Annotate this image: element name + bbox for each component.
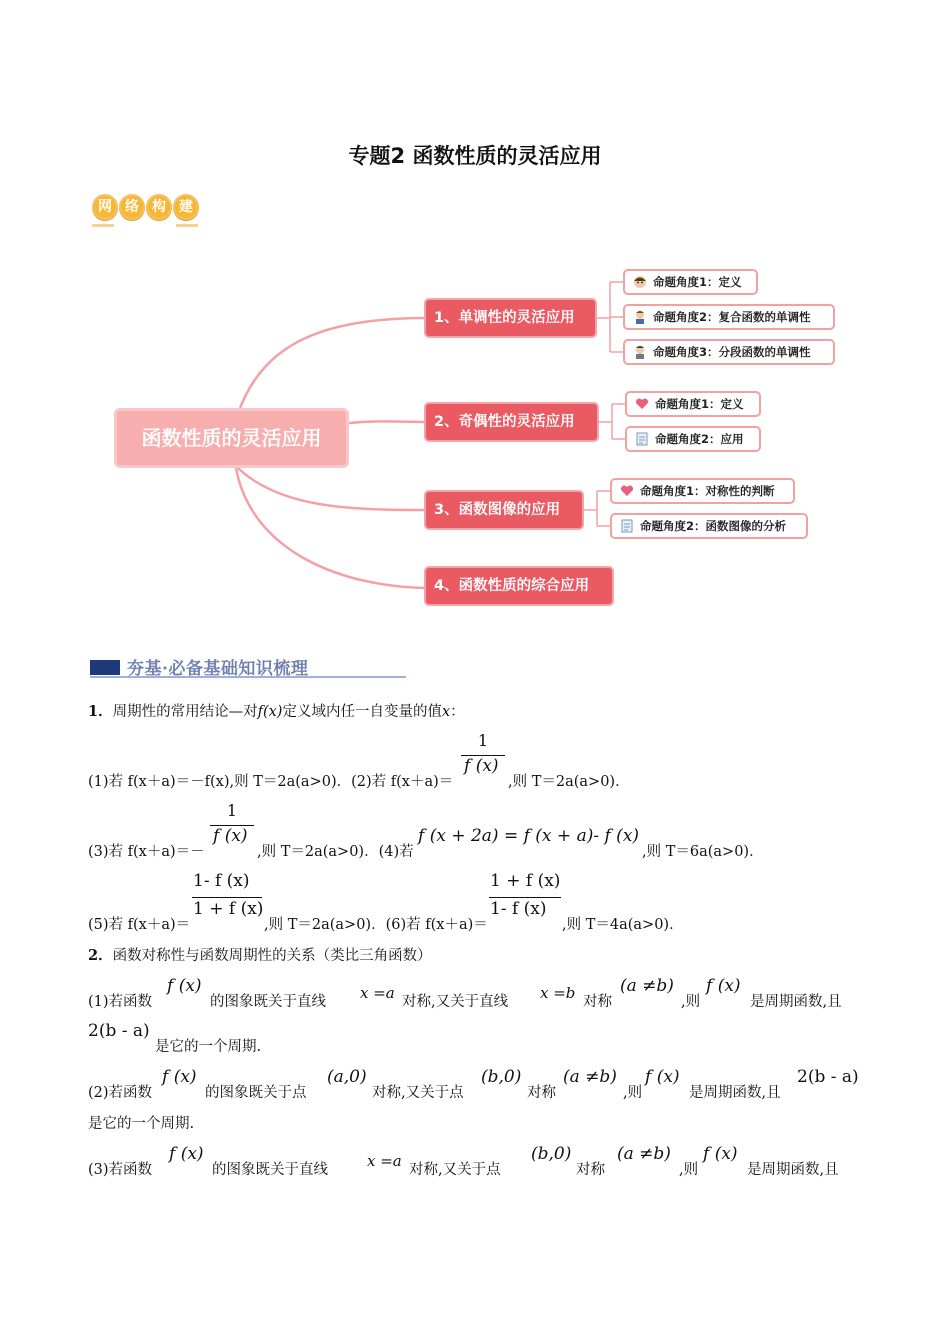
item1-rule-4-tail: ,则 T＝6a(a>0)． xyxy=(642,844,764,860)
item2-p3-text: 对称 xyxy=(576,1162,605,1178)
item2-p1-text: 是周期函数,且 xyxy=(750,994,842,1010)
page-title: 专题2 函数性质的灵活应用 xyxy=(348,144,602,168)
item2-p3-math: f (x) xyxy=(703,1144,738,1164)
item2-p2-text: ,则 xyxy=(623,1085,643,1101)
mindmap-leaf xyxy=(610,513,808,539)
item2-p1-text: 的图象既关于直线 xyxy=(210,994,326,1010)
item2-p3-math: f (x) xyxy=(169,1144,204,1164)
item2-p2-text: 对称,又关于点 xyxy=(372,1085,464,1101)
mindmap-leaf-label: 命题角度3：分段函数的单调性 xyxy=(653,345,811,359)
mindmap-branch: 1、单调性的灵活应用 xyxy=(424,298,597,338)
fraction-denominator: 1- f (x) xyxy=(490,899,547,919)
item1-rule-4-equation: f (x + 2a) = f (x + a)- f (x) xyxy=(418,826,640,846)
mindmap-leaf-label: 命题角度1：定义 xyxy=(655,397,744,411)
mindmap-leaf-label: 命题角度1：定义 xyxy=(653,275,742,289)
item2-p1-math: f (x) xyxy=(706,976,741,996)
avatar-icon xyxy=(633,309,647,323)
item2-p1-math: 2(b - a) xyxy=(88,1021,150,1041)
mindmap-leaf xyxy=(625,426,761,452)
item2-p3-text: ,则 xyxy=(679,1162,699,1178)
heart-icon xyxy=(620,483,634,497)
mindmap-leaf xyxy=(623,339,835,365)
item2-p1-text: 是它的一个周期. xyxy=(155,1039,262,1055)
item2-p1-text: ,则 xyxy=(681,994,701,1010)
fraction-denominator: f (x) xyxy=(213,826,248,846)
mindmap-leaf xyxy=(623,269,758,295)
badge-char: 络 xyxy=(119,194,145,220)
item1-rule-1-2: (1)若 f(x＋a)＝－f(x),则 T＝2a(a>0)．(2)若 f(x＋a)＝ xyxy=(88,774,454,790)
item2-p3-text: 对称,又关于点 xyxy=(409,1162,501,1178)
mindmap-branch: 3、函数图像的应用 xyxy=(424,490,584,530)
item2-p1-math: x =b xyxy=(540,984,576,1002)
item2-p3-text: 的图象既关于直线 xyxy=(212,1162,328,1178)
item2-p3-text: (3)若函数 xyxy=(88,1162,153,1178)
item2-p1-text: 对称,又关于直线 xyxy=(402,994,509,1010)
item2-p2-math: (a ≠b) xyxy=(563,1067,617,1087)
fraction-bar xyxy=(192,897,262,898)
item2-p2-math: (a,0) xyxy=(327,1067,367,1087)
mindmap-leaf xyxy=(625,391,761,417)
section-marker xyxy=(90,660,120,675)
document-icon xyxy=(635,431,649,445)
item1-rule-3: (3)若 f(x＋a)＝－ xyxy=(88,844,205,860)
item2-p2-text: 的图象既关于点 xyxy=(205,1085,307,1101)
fraction-bar xyxy=(489,897,561,898)
fraction-denominator: f (x) xyxy=(464,756,499,776)
item2-p2-text: 是周期函数,且 xyxy=(689,1085,781,1101)
item2-p1-math: f (x) xyxy=(167,976,202,996)
item1-rule-2-tail: ,则 T＝2a(a>0)． xyxy=(508,774,630,790)
mindmap-central-node: 函数性质的灵活应用 xyxy=(114,408,349,468)
item2-p2-math: 2(b - a) xyxy=(797,1067,859,1087)
avatar-icon xyxy=(633,344,647,358)
item2-p1-text: 对称 xyxy=(583,994,612,1010)
badge-char: 构 xyxy=(146,194,172,220)
item1-rule-6-tail: ,则 T＝4a(a>0)． xyxy=(562,917,684,933)
item2-p1-math: x =a xyxy=(360,984,395,1002)
item2-p3-text: 是周期函数,且 xyxy=(747,1162,839,1178)
item1-rule-5: (5)若 f(x＋a)＝ xyxy=(88,917,191,933)
item2-p1-text: (1)若函数 xyxy=(88,994,153,1010)
fraction-denominator: 1 + f (x) xyxy=(193,899,264,919)
item2-p1-math: (a ≠b) xyxy=(620,976,674,996)
mindmap-branch: 4、函数性质的综合应用 xyxy=(424,566,614,606)
item2-p2-text: 是它的一个周期. xyxy=(88,1116,195,1132)
item2-p3-math: (b,0) xyxy=(531,1144,572,1164)
item1-rule-4: ,则 T＝2a(a>0)．(4)若 xyxy=(257,844,414,860)
fraction-numerator: 1- f (x) xyxy=(193,871,250,891)
avatar-icon xyxy=(633,274,647,288)
item2-p2-text: (2)若函数 xyxy=(88,1085,153,1101)
mindmap-leaf xyxy=(623,304,835,330)
section-title: 夯基·必备基础知识梳理 xyxy=(127,659,309,679)
item1-heading: 1．周期性的常用结论—对f(x)定义域内任一自变量的值x： xyxy=(88,703,465,720)
item2-p2-math: f (x) xyxy=(162,1067,197,1087)
fraction-numerator: 1 xyxy=(226,801,238,820)
mindmap-branch: 2、奇偶性的灵活应用 xyxy=(424,402,599,442)
mindmap-leaf xyxy=(610,478,795,504)
item2-p3-math: x =a xyxy=(367,1152,402,1170)
fraction-numerator: 1 + f (x) xyxy=(490,871,561,891)
mindmap-leaf-label: 命题角度2：函数图像的分析 xyxy=(640,519,787,533)
badge-char: 建 xyxy=(173,194,199,220)
item2-p2-text: 对称 xyxy=(527,1085,556,1101)
badge-char: 网 xyxy=(92,194,118,220)
item2-p2-math: (b,0) xyxy=(481,1067,522,1087)
heart-icon xyxy=(635,396,649,410)
fraction-numerator: 1 xyxy=(477,731,489,750)
document-icon xyxy=(620,518,634,532)
item1-rule-6: ,则 T＝2a(a>0)．(6)若 f(x＋a)＝ xyxy=(264,917,488,933)
item2-heading: 2．函数对称性与函数周期性的关系（类比三角函数） xyxy=(88,947,432,964)
mindmap-leaf-label: 命题角度1：对称性的判断 xyxy=(640,484,775,498)
item2-p3-math: (a ≠b) xyxy=(617,1144,671,1164)
mindmap-leaf-label: 命题角度2：复合函数的单调性 xyxy=(653,310,811,324)
mindmap-leaf-label: 命题角度2：应用 xyxy=(655,432,744,446)
item2-p2-math: f (x) xyxy=(645,1067,680,1087)
